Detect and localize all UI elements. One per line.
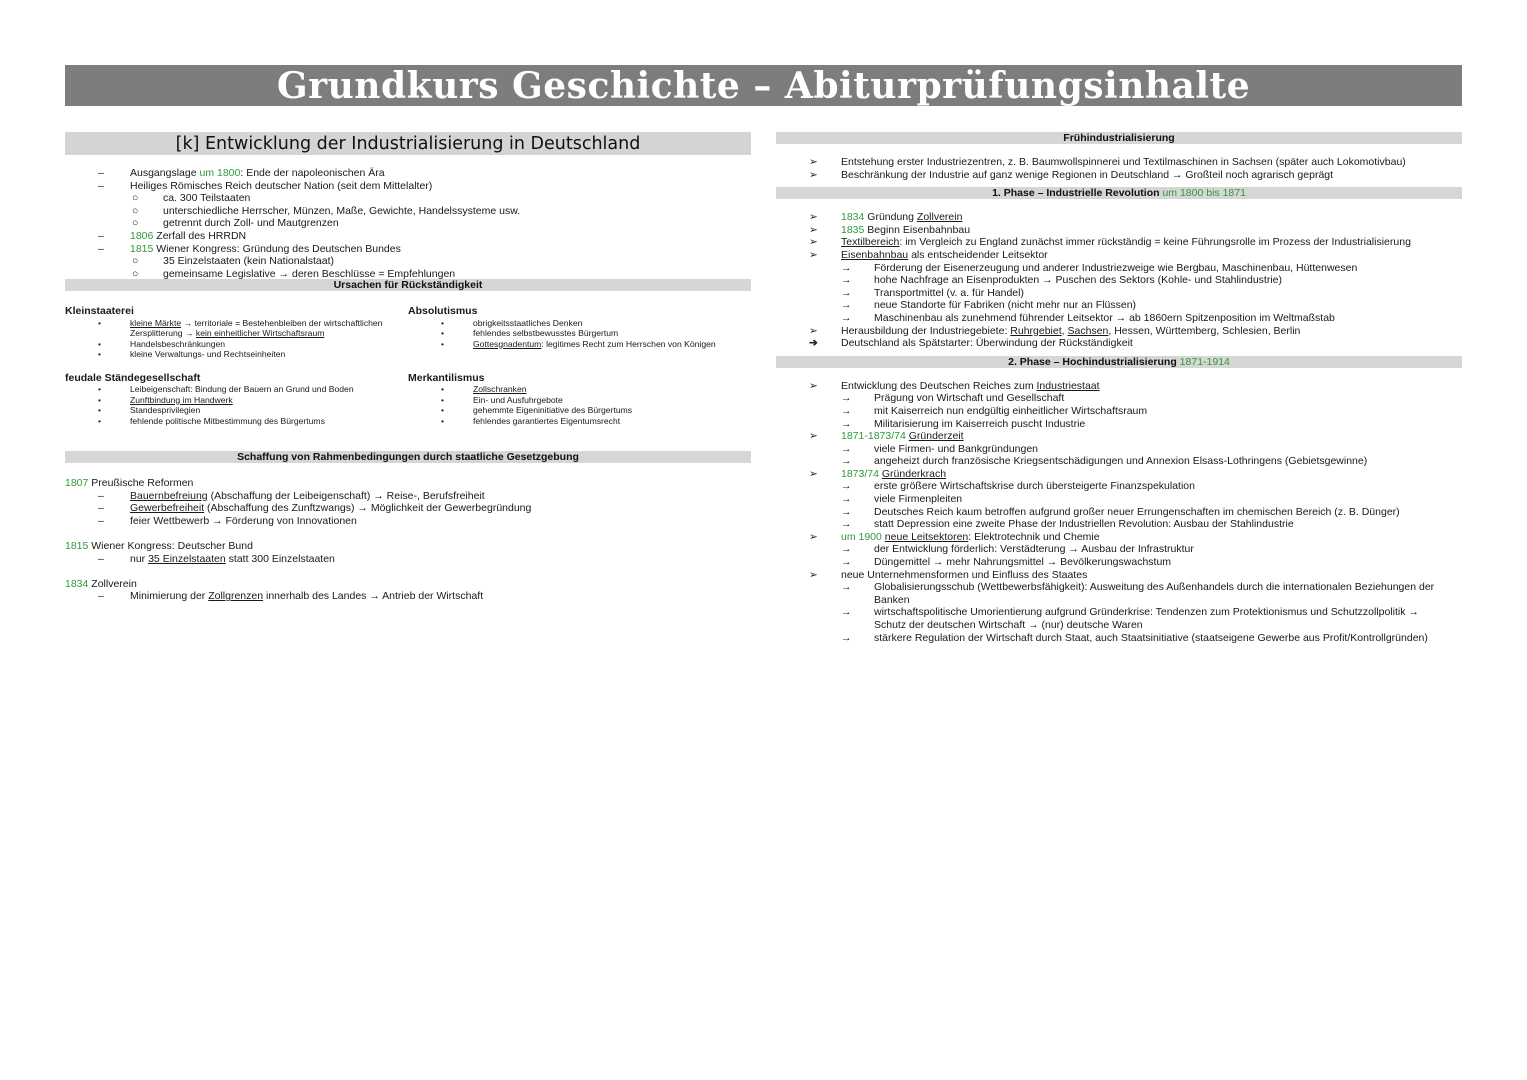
phase1-list: ➢ 1834 Gründung Zollverein ➢ 1835 Beginn Eisenbahnbau ➢ Textilbereich: im Vergleich zu England zunächst immer rückständig = keine Führungsrolle im Prozess der Industrialisierung ➢ Eisenbahnbau als entscheidender Leitsektor → Förderung der Eisenerzeugung und anderer Industriezweige wie Bergbau, Maschinenbau, Hüttenwesen → hohe Nachfrage an Eisenprodukten → Puschen des Sektors (Kohle- und Stahlindustrie) → Transportmittel (v. a. für Handel) → neue Standorte für Fabriken (nicht mehr nur an Flüssen) → Maschinenbau als zunehmend führender Leitsektor → ab 1860ern Spitzenposition im Weltmaßstab ➢ Herausbildung der Industriegebiete: Ruhrgebiet, Sachsen, Hessen, Württemberg, Schlesien, Berlin ➔ Deutschland als Spätstarter: Überwindung der Rückständigkeit	[809, 211, 1411, 350]
ursachen-grid: Kleinstaaterei • kleine Märkte → territoriale = Bestehenbleiben der wirtschaftlichen Zersplitterung → kein einheitlicher Wirtschaftsraum • Handelsbeschränkungen • kleine Verwaltungs- und Rechtseinheiten feudale Ständegesellschaft • Leibeigenschaft: Bindung der Bauern an Grund und Boden • Zunftbindung im Handwerk • Standesprivilegien • fehlende politische Mitbestimmung des Bürgertums Absolutismus • obrigkeitsstaatliches Denken • fehlendes selbstbewusstes Bürgertum • Gottesgnadentum: legitimes Recht zum Herrschen von Königen Merkantilismus • Zollschranken • Ein- und Ausfuhrgebote • gehemmte Eigeninitiative des Bürgertums • fehlendes garantiertes Eigentumsrecht	[65, 305, 751, 451]
ursachen-header: Ursachen für Rückständigkeit	[65, 279, 751, 291]
absolutismus-title: Absolutismus	[408, 305, 478, 317]
phase2-header: 2. Phase – Hochindustrialisierung 1871-1914	[776, 356, 1462, 368]
frueh-header: Frühindustrialisierung	[776, 132, 1462, 144]
kleinstaaterei-title: Kleinstaaterei	[65, 305, 134, 317]
rahmen-list: 1807 Preußische Reformen – Bauernbefreiung (Abschaffung der Leibeigenschaft) → Reise-, Berufsfreiheit – Gewerbefreiheit (Abschaffung des Zunftzwangs) → Möglichkeit der Gewerbegründung – feier Wettbewerb → Förderung von Innovationen 1815 Wiener Kongress: Deutscher Bund – nur 35 Einzelstaaten statt 300 Einzelstaaten 1834 Zollverein – Minimierung der Zollgrenzen innerhalb des Landes → Antrieb der Wirtschaft	[65, 477, 532, 603]
right-column	[776, 132, 1462, 644]
feudal-title: feudale Ständegesellschaft	[65, 371, 201, 384]
phase1-header: 1. Phase – Industrielle Revolution um 1800 bis 1871	[776, 187, 1462, 199]
frueh-list: ➢ Entstehung erster Industriezentren, z. B. Baumwollspinnerei und Textilmaschinen in Sachsen (später auch Lokomotivbau) ➢ Beschränkung der Industrie auf ganz wenige Regionen in Deutschland → Großteil noch agrarisch geprägt	[809, 156, 1406, 181]
phase2-list: ➢ Entwicklung des Deutschen Reiches zum Industriestaat → Prägung von Wirtschaft und Gesellschaft → mit Kaiserreich nun endgültig einheitlicher Wirtschaftsraum → Militarisierung im Kaiserreich puscht Industrie ➢ 1871-1873/74 Gründerzeit → viele Firmen- und Bankgründungen → angeheizt durch französische Kriegsentschädigungen und Annexion Elsass-Lothringens (Gebietsgewinne) ➢ 1873/74 Gründerkrach → erste größere Wirtschaftskrise durch übersteigerte Finanzspekulation → viele Firmenpleiten → Deutsches Reich kaum betroffen aufgrund großer neuer Errungenschaften im chemischen Bereich (z. B. Dünger) → statt Depression eine zweite Phase der Industriellen Revolution: Ausbau der Stahlindustrie ➢ um 1900 neue Leitsektoren: Elektrotechnik und Chemie → der Entwicklung förderlich: Verstädterung → Ausbau der Infrastruktur → Düngemittel → mehr Nahrungsmittel → Bevölkerungswachstum ➢ neue Unternehmensformen und Einfluss des Staates → Globalisierungsschub (Wettbewerbsfähigkeit): Ausweitung des Außenhandels durch die internationalen Beziehungen der Banken → wirtschaftspolitische Umorientierung aufgrund Gründerkrise: Tendenzen zum Protektionismus und Schutzzollpolitik → Schutz der deutschen Wirtschaft → (nur) deutsche Waren → stärkere Regulation der Wirtschaft durch Staat, auch Staatsinitiative (staatseigene Gewerbe aus Profit/Kontrollgründen)	[809, 379, 1435, 644]
left-title: [k] Entwicklung der Industrialisierung in Deutschland	[65, 132, 751, 155]
page-banner: Grundkurs Geschichte – Abiturprüfungsinhalte	[65, 65, 1462, 106]
left-column	[65, 132, 751, 603]
merkantilismus-title: Merkantilismus	[408, 371, 485, 384]
intro-list: – Ausgangslage um 1800: Ende der napoleonischen Ära – Heiliges Römisches Reich deutscher Nation (seit dem Mittelalter) ○ ca. 300 Teilstaaten ○ unterschiedliche Herrscher, Münzen, Maße, Gewichte, Handelssysteme usw. ○ getrennt durch Zoll- und Mautgrenzen – 1806 Zerfall des HRRDN – 1815 Wiener Kongress: Gründung des Deutschen Bundes ○ 35 Einzelstaaten (kein Nationalstaat) ○ gemeinsame Legislative → deren Beschlüsse = Empfehlungen	[98, 167, 521, 280]
rahmen-header: Schaffung von Rahmenbedingungen durch staatliche Gesetzgebung	[65, 451, 751, 463]
